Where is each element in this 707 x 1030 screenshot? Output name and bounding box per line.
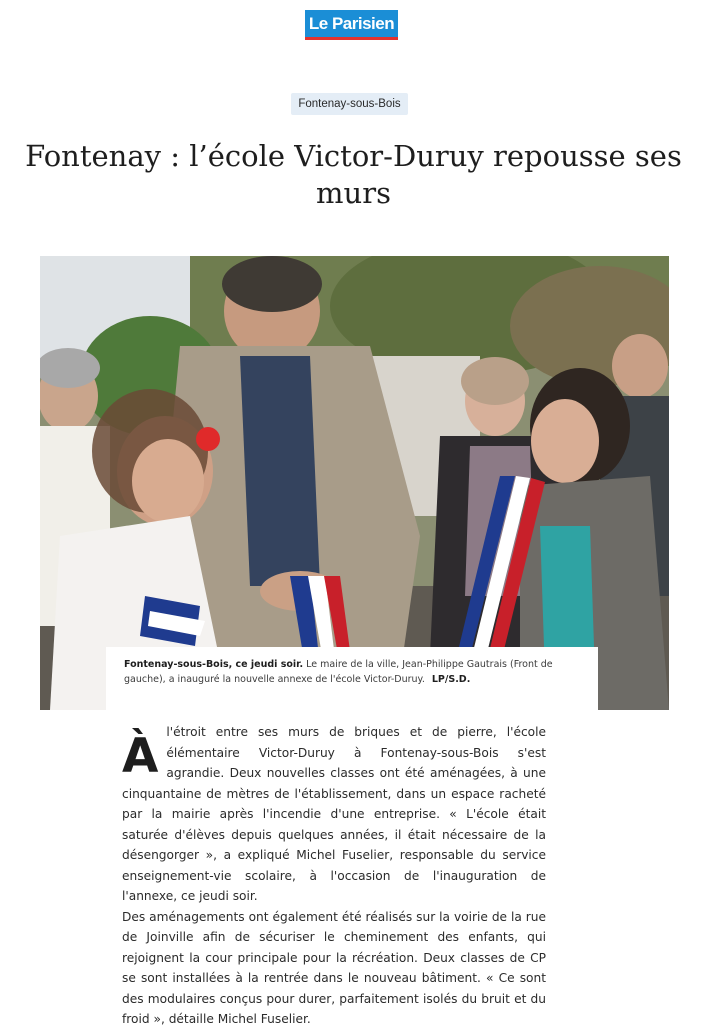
le-parisien-logo[interactable]: Le Parisien [305,10,398,40]
article-photo [40,256,669,710]
drop-cap: À [122,729,159,784]
section-tag[interactable]: Fontenay-sous-Bois [291,93,408,115]
caption-lead: Fontenay-sous-Bois, ce jeudi soir. [124,659,304,670]
ribbon-cutting-photo [40,256,669,710]
article-body [122,722,546,1030]
photo-caption [106,647,598,710]
article-paragraph-1: l'étroit entre ses murs de briques et de pierre, l'école élémentaire Victor-Duruy à Fontenay-sous-Bois s'est agrandie. Deux nouvelles classes ont été aménagées, à une cinquantaine de mètres de l'établissement, dans un espace racheté par la mairie après l'incendie d'une entreprise. « L'école était saturée d'élèves depuis quelques années, il était nécessaire de la désengorger », a expliqué Michel Fuselier, responsable du service enseignement-vie scolaire, à l'occasion de l'inauguration de l'annexe, ce jeudi soir. [122,725,546,903]
caption-text: Le maire de la ville, Jean-Philippe Gautrais (Front de gauche), a inauguré la nouvelle annexe de l'école Victor-Duruy. [124,659,553,685]
article-paragraph-2: Des aménagements ont également été réalisés sur la voirie de la rue de Joinville afin de sécuriser le cheminement des enfants, qui rejoignent la cour principale pour la récréation. Deux classes de CP se sont installées à la rentrée dans le nouveau bâtiment. « Ce sont des modulaires conçus pour durer, parfaitement isolés du bruit et du froid », détaille Michel Fuselier. [122,909,546,1026]
photo-credit: LP/S.D. [431,674,471,685]
article-title: Fontenay : l’école Victor-Duruy repousse ses murs [25,139,682,210]
